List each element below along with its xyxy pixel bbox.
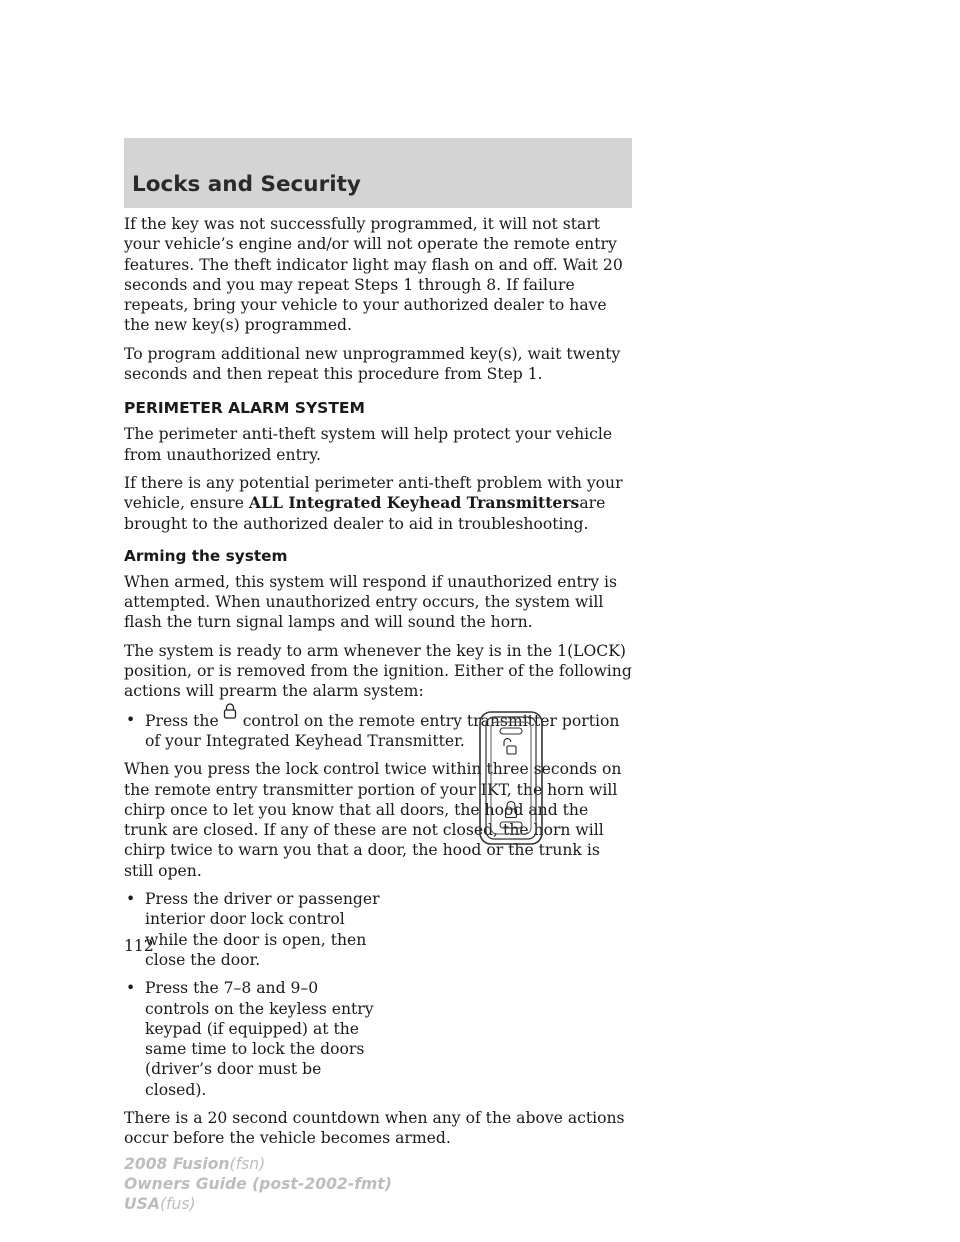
text-remote-control: control on the remote entry transmitter portion of your Integrated Keyhead Transmitter.: [145, 711, 620, 750]
lock-icon: [221, 710, 239, 728]
paragraph-horn-chirp: When you press the lock control twice within three seconds on the remote entry transmitter portion of your IKT, the horn will chirp once to let you know that all doors, the hood and the trunk are closed. If any of these are not closed, the horn will chirp twice to warn you that a door, the hood or the trunk is still open.: [124, 760, 622, 880]
section-title: Locks and Security: [132, 172, 361, 197]
footer-market-code: (fus): [159, 1195, 196, 1213]
page-content: [124, 214, 634, 1157]
page-number: 112: [124, 937, 154, 955]
heading-perimeter-alarm: PERIMETER ALARM SYSTEM: [124, 399, 365, 418]
paragraph-failed-programming: If the key was not successfully programmed, it will not start your vehicle’s engine and/or will not operate the remote entry features. The theft indicator light may flash on and off. Wait 20 seconds and you may repeat Steps 1 through 8. If failure repeats, bring your vehicle to your authorized dealer to have the new key(s) programmed.: [124, 215, 623, 335]
paragraph-additional-keys: To program additional new unprogrammed key(s), wait twenty seconds and then repeat this procedure from Step 1.: [124, 344, 621, 384]
list-item: [124, 978, 386, 1100]
document-footer: [124, 1154, 392, 1214]
text-brought-to-dealer: are brought to the authorized dealer to aid in troubleshooting.: [124, 494, 606, 533]
section-header-band: [124, 138, 632, 208]
lock-icon: [506, 802, 517, 818]
text-press-the: Press the: [145, 711, 219, 730]
bullet-marker: •: [126, 710, 136, 729]
list-item: [124, 889, 386, 970]
unlock-icon: [504, 739, 516, 754]
paragraph-armed-response: When armed, this system will respond if unauthorized entry is attempted. When unauthorized entry occurs, the system will flash the turn signal lamps and will sound the horn.: [124, 572, 617, 632]
text-interior-lock: Press the driver or passenger interior door lock control while the door is open, then close the door.: [145, 890, 380, 969]
paragraph-perimeter-problem: [124, 473, 634, 534]
list-item: [124, 710, 634, 752]
paragraph-countdown: There is a 20 second countdown when any of the above actions occur before the vehicle becomes armed.: [124, 1108, 625, 1148]
text-ensure: If there is any potential perimeter anti-theft problem with your vehicle, ensure: [124, 473, 623, 513]
paragraph-ready-to-arm: The system is ready to arm whenever the key is in the 1(LOCK) position, or is removed from the ignition. Either of the following actions will prearm the alarm system:: [124, 641, 632, 701]
bullet-marker: •: [126, 979, 136, 998]
footer-market: USA: [124, 1195, 160, 1213]
bullet-marker: •: [126, 890, 136, 909]
footer-line-model: [124, 1154, 392, 1174]
paragraph-perimeter-intro: The perimeter anti-theft system will help protect your vehicle from unauthorized entry.: [124, 425, 613, 464]
text-all-ikt: ALL Integrated Keyhead Transmitters: [248, 493, 580, 513]
footer-line-market: [124, 1194, 392, 1214]
text-keypad-lock: Press the 7–8 and 9–0 controls on the keyless entry keypad (if equipped) at the same time to lock the doors (driver’s door must be closed).: [145, 979, 374, 1099]
footer-line-guide: [124, 1174, 392, 1194]
footer-model-code: (fsn): [229, 1155, 266, 1173]
heading-arming-system: Arming the system: [124, 546, 288, 565]
footer-model: 2008 Fusion: [124, 1155, 230, 1173]
footer-guide: Owners Guide (post-2002-fmt): [124, 1175, 392, 1193]
door-lock-switch-illustration: [476, 708, 546, 848]
